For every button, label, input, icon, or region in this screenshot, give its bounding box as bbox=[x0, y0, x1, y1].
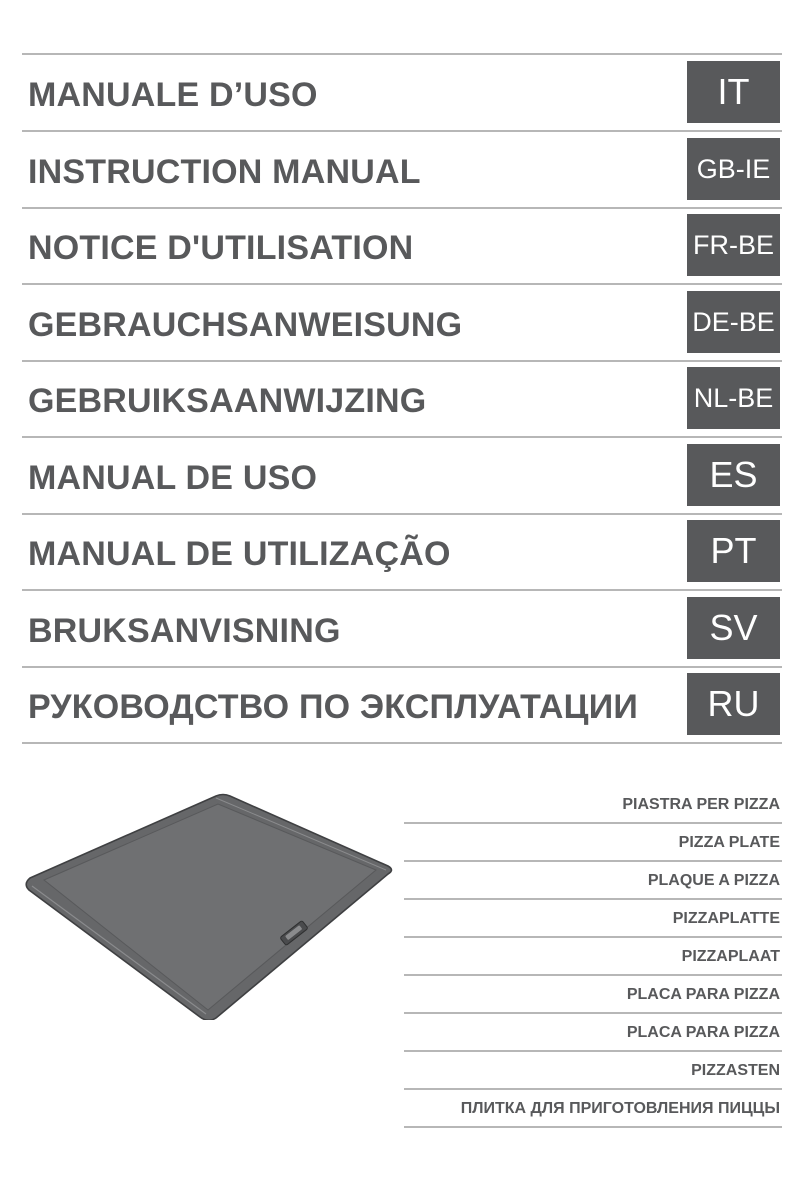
manual-title: GEBRUIKSAANWIJZING bbox=[28, 382, 427, 420]
product-name: PIZZA PLATE bbox=[678, 834, 780, 851]
product-name: PLACA PARA PIZZA bbox=[626, 1024, 780, 1041]
product-name: PIZZASTEN bbox=[691, 1062, 780, 1079]
product-name-row bbox=[404, 938, 782, 976]
manual-title: РУКОВОДСТВО ПО ЭКСПЛУАТАЦИИ bbox=[28, 688, 638, 726]
manual-title: GEBRAUCHSANWEISUNG bbox=[28, 306, 463, 344]
language-code-badge: PT bbox=[687, 520, 780, 582]
product-name: PIASTRA PER PIZZA bbox=[622, 796, 780, 813]
language-code-badge: FR-BE bbox=[687, 214, 780, 276]
pizza-plate-illustration bbox=[20, 790, 398, 1020]
language-row-es bbox=[22, 438, 782, 515]
manual-title: BRUKSANVISNING bbox=[28, 612, 341, 650]
manual-title: MANUAL DE USO bbox=[28, 459, 318, 497]
language-code-badge: GB-IE bbox=[687, 138, 780, 200]
language-row-gb-ie bbox=[22, 132, 782, 209]
language-row-sv bbox=[22, 591, 782, 668]
language-code-badge: ES bbox=[687, 444, 780, 506]
language-code-badge: IT bbox=[687, 61, 780, 123]
manual-title: INSTRUCTION MANUAL bbox=[28, 153, 421, 191]
language-code-badge: NL-BE bbox=[687, 367, 780, 429]
product-name-row bbox=[404, 824, 782, 862]
language-row-nl-be bbox=[22, 361, 782, 438]
manual-title: NOTICE D'UTILISATION bbox=[28, 229, 414, 267]
product-name-row bbox=[404, 1090, 782, 1128]
language-row-pt bbox=[22, 514, 782, 591]
product-name-row bbox=[404, 862, 782, 900]
language-code-badge: RU bbox=[687, 673, 780, 735]
language-code-badge: DE-BE bbox=[687, 291, 780, 353]
product-name: PIZZAPLAAT bbox=[681, 948, 780, 965]
product-name: PLAQUE A PIZZA bbox=[647, 872, 780, 889]
language-row-ru bbox=[22, 667, 782, 744]
manual-title: MANUAL DE UTILIZAÇÃO bbox=[28, 535, 451, 573]
product-name: PIZZAPLATTE bbox=[672, 910, 780, 927]
language-row-it bbox=[22, 55, 782, 132]
language-row-de-be bbox=[22, 285, 782, 362]
product-name: PLACA PARA PIZZA bbox=[626, 986, 780, 1003]
product-name-row bbox=[404, 1014, 782, 1052]
product-name-row bbox=[404, 900, 782, 938]
product-name-row bbox=[404, 976, 782, 1014]
product-name: ПЛИТКА ДЛЯ ПРИГОТОВЛЕНИЯ ПИЦЦЫ bbox=[460, 1100, 780, 1117]
manual-title: MANUALE D’USO bbox=[28, 76, 318, 114]
language-code-badge: SV bbox=[687, 597, 780, 659]
product-name-row bbox=[404, 786, 782, 824]
language-row-fr-be bbox=[22, 208, 782, 285]
product-name-row bbox=[404, 1052, 782, 1090]
